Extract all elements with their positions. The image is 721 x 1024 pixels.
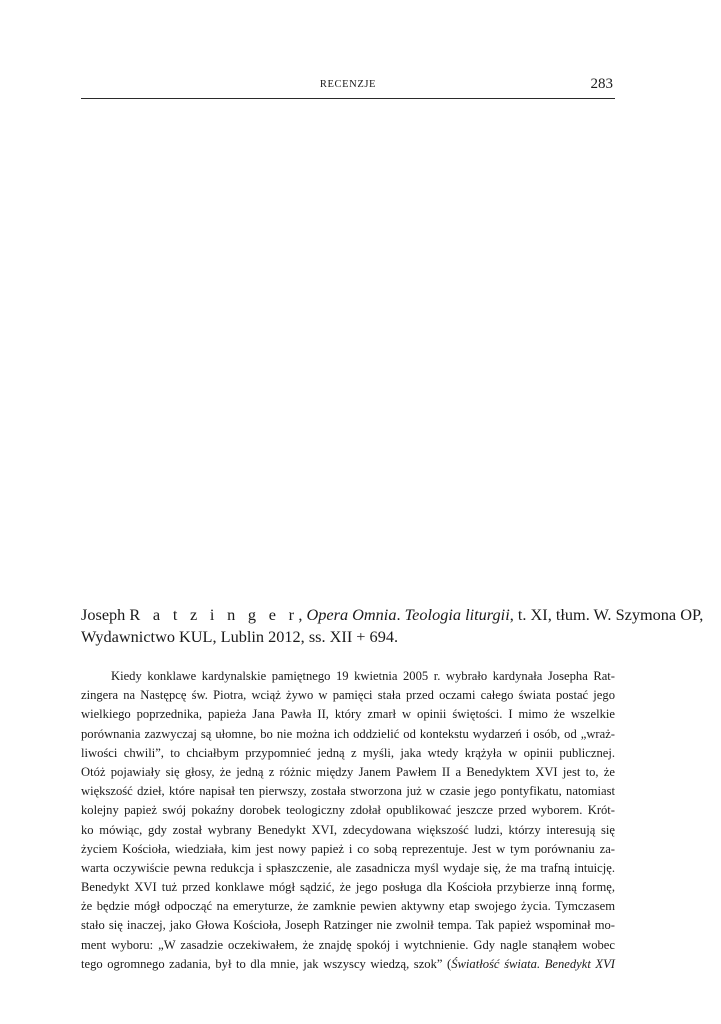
body-line: ment wyboru: „W zasadzie oczekiwałem, że znajdę spokój i wytchnienie. Gdy nagle stanąłem wobec [81, 937, 615, 952]
body-line: że będzie mógł odpocząć na emeryturze, że zamknie pewien aktywny etap swojego życia. Tymczasem [81, 899, 615, 914]
body-line: życiem Kościoła, wiedziała, kim jest nowy papież i co sobą reprezentuje. Jest w tym porównaniu za- [81, 841, 615, 856]
section-label: RECENZJE [319, 79, 377, 90]
cited-book-title: Światłość świata. Benedykt XVI [451, 956, 615, 971]
series-title: Opera Omnia [306, 605, 397, 624]
body-line: Otóż pojawiały się głosy, że jedną z różnic między Janem Pawłem II a Benedyktem XVI jest to, że [81, 764, 615, 779]
running-head [81, 78, 615, 99]
author-surname: R a t z i n g e r [129, 605, 299, 624]
citation-line-1 [81, 604, 704, 626]
body-line: kolejny papież swój pokaźny dorobek teologiczny zdołał opublikować jeszcze przed wyborem. Krót- [81, 803, 615, 818]
body-line: warta oczywiście pewna redukcja i spłaszczenie, ale zasadnicza myśl wydaje się, że ma trafną intuicję. [81, 860, 615, 875]
book-title: Teologia liturgii [404, 605, 510, 624]
body-line-last [81, 955, 615, 974]
page-number: 283 [590, 76, 613, 92]
body-line: wielkiego poprzednika, papieża Jana Pawła II, który zmarł w opinii świętości. I mimo że wszelkie [81, 707, 615, 722]
citation-separator: . [396, 605, 405, 624]
body-line-last-text: tego ogromnego zadania, był to dla mnie, jak wszyscy wiedzą, szok” ( [81, 956, 452, 971]
body-line: ko mówiąc, gdy został wybrany Benedykt XVI, zdecydowana większość ludzi, którzy interesują się [81, 822, 615, 837]
author-first-name: Joseph [81, 605, 130, 624]
body-line: porównania zazwyczaj są ułomne, bo nie można ich oddzielić od kontekstu wydarzeń i osób, od „wraż- [81, 726, 615, 741]
body-line: stało się inaczej, jako Głowa Kościoła, Joseph Ratzinger nie zwolnił tempa. Tak papież wspominał mo- [81, 918, 615, 933]
body-line: zingera na Następcę św. Piotra, wciąż żywo w pamięci stała przed oczami całego świata postać jego [81, 688, 615, 703]
citation-separator: , [298, 605, 307, 624]
review-body [81, 667, 615, 974]
body-line: liwości chwili”, to chciałbym przypomnieć jedną z myśli, jaka wtedy krążyła w opinii publicznej. [81, 745, 615, 760]
citation-details: , t. XI, tłum. W. Szymona OP, [509, 605, 704, 624]
body-line: Kiedy konklawe kardynalskie pamiętnego 19 kwietnia 2005 r. wybrało kardynała Josepha Rat- [111, 669, 615, 683]
citation-line-2: Wydawnictwo KUL, Lublin 2012, ss. XII + 694. [81, 627, 399, 646]
review-citation [81, 604, 704, 648]
body-line: większość dzieł, które napisał ten pierwszy, została stworzona już w czasie jego pontyfikatu, natomiast [81, 784, 615, 799]
body-line: Benedykt XVI tuż przed konklawe mógł sądzić, że jego posługa dla Kościoła przybierze inną formę, [81, 880, 615, 895]
